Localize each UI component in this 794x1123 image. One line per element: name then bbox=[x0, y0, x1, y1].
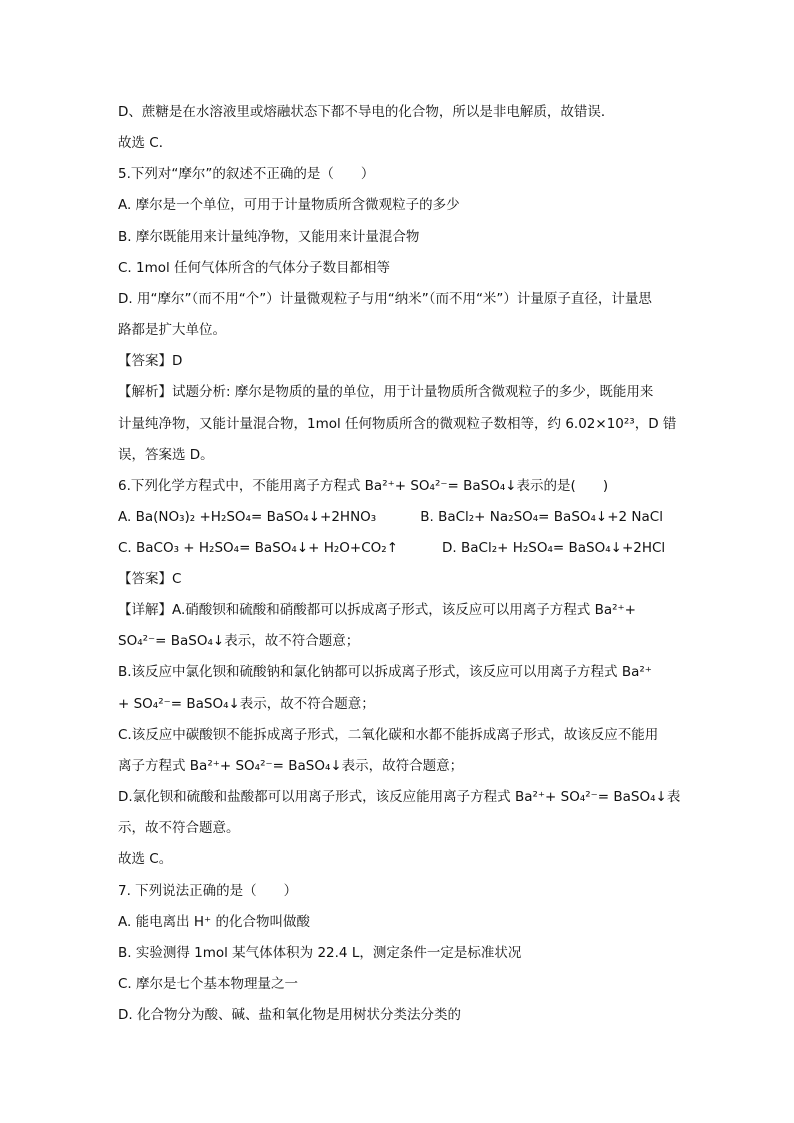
question-6-options-ab bbox=[118, 507, 688, 527]
question-6-detail-a-cont: SO₄²⁻= BaSO₄↓表示，故不符合题意； bbox=[118, 633, 360, 649]
question-6-options-cd bbox=[118, 538, 688, 558]
question-5-option-d: D. 用“摩尔”（而不用“个”）计量微观粒子与用“纳米”（而不用“米”）计量原子直径，计量思 bbox=[118, 291, 652, 307]
question-6-detail-b-cont: + SO₄²⁻= BaSO₄↓表示，故不符合题意； bbox=[118, 696, 375, 712]
option-d-explanation-q4: D、蔗糖是在水溶液里或熔融状态下都不导电的化合物，所以是非电解质，故错误． bbox=[118, 104, 615, 120]
answer-conclusion-q4: 故选 C． bbox=[118, 135, 173, 151]
question-5-answer: 【答案】D bbox=[118, 353, 183, 369]
question-7-option-c: C. 摩尔是七个基本物理量之一 bbox=[118, 976, 299, 992]
question-6-option-a: A. Ba(NO₃)₂ +H₂SO₄= BaSO₄↓+2HNO₃ bbox=[118, 509, 377, 525]
question-7-option-a: A. 能电离出 H⁺ 的化合物叫做酸 bbox=[118, 914, 310, 930]
question-5-stem: 5.下列对“摩尔”的叙述不正确的是（ ） bbox=[118, 166, 375, 182]
question-5-analysis: 【解析】试题分析: 摩尔是物质的量的单位，用于计量物质所含微观粒子的多少，既能用来 bbox=[118, 384, 654, 400]
question-5-option-c: C. 1mol 任何气体所含的气体分子数目都相等 bbox=[118, 260, 391, 276]
question-6-stem: 6.下列化学方程式中，不能用离子方程式 Ba²⁺+ SO₄²⁻= BaSO₄↓表示的是( ) bbox=[118, 478, 609, 494]
question-6-detail-b: B.该反应中氯化钡和硫酸钠和氯化钠都可以拆成离子形式，该反应可以用离子方程式 Ba²⁺ bbox=[118, 664, 652, 680]
question-6-detail-c-cont: 离子方程式 Ba²⁺+ SO₄²⁻= BaSO₄↓表示，故符合题意； bbox=[118, 758, 464, 774]
question-6-detail-c: C.该反应中碳酸钡不能拆成离子形式，二氧化碳和水都不能拆成离子形式，故该反应不能用 bbox=[118, 727, 659, 743]
question-7-option-b: B. 实验测得 1mol 某气体体积为 22.4 L，测定条件一定是标准状况 bbox=[118, 945, 522, 961]
question-6-answer: 【答案】C bbox=[118, 571, 182, 587]
question-5-option-d-cont: 路都是扩大单位。 bbox=[118, 322, 226, 338]
question-5-option-b: B. 摩尔既能用来计量纯净物，又能用来计量混合物 bbox=[118, 229, 420, 245]
question-5-analysis-cont: 计量纯净物，又能计量混合物，1mol 任何物质所含的微观粒子数相等，约 6.02×10²³，D 错 bbox=[118, 416, 677, 432]
question-6-detail-d: D.氯化钡和硫酸和盐酸都可以用离子形式，该反应能用离子方程式 Ba²⁺+ SO₄²⁻= BaSO₄↓表 bbox=[118, 789, 681, 805]
question-5-analysis-end: 误，答案选 D。 bbox=[118, 447, 214, 463]
question-6-conclusion: 故选 C。 bbox=[118, 851, 173, 867]
question-7-option-d: D. 化合物分为酸、碱、盐和氧化物是用树状分类法分类的 bbox=[118, 1007, 461, 1023]
question-6-option-d: D. BaCl₂+ H₂SO₄= BaSO₄↓+2HCl bbox=[442, 540, 666, 556]
question-6-option-c: C. BaCO₃ + H₂SO₄= BaSO₄↓+ H₂O+CO₂↑ bbox=[118, 540, 399, 556]
question-6-option-b: B. BaCl₂+ Na₂SO₄= BaSO₄↓+2 NaCl bbox=[420, 509, 663, 525]
question-7-stem: 7. 下列说法正确的是（ ） bbox=[118, 883, 298, 899]
question-6-detail-a: 【详解】A.硝酸钡和硫酸和硝酸都可以拆成离子形式，该反应可以用离子方程式 Ba²⁺+ bbox=[118, 602, 636, 618]
question-5-option-a: A. 摩尔是一个单位，可用于计量物质所含微观粒子的多少 bbox=[118, 197, 460, 213]
question-6-detail-d-cont: 示，故不符合题意。 bbox=[118, 820, 240, 836]
